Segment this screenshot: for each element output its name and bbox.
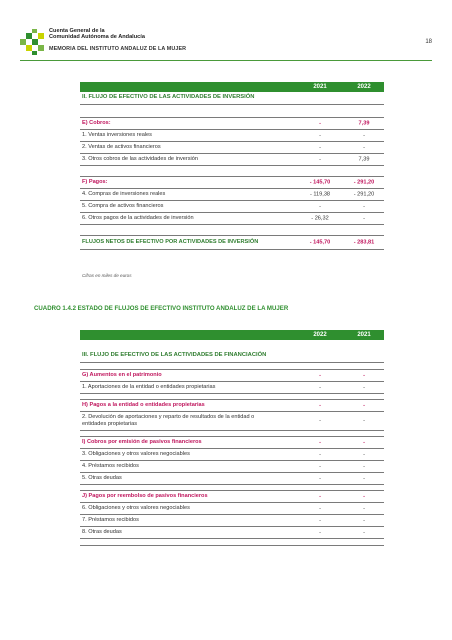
cuadro-title: CUADRO 1.4.2 ESTADO DE FLUJOS DE EFECTIVO INSTITUTO ANDALUZ DE LA MUJER	[34, 305, 289, 312]
spacer	[80, 166, 384, 177]
table-row	[80, 154, 384, 166]
row-label: 2. Devolución de aportaciones y reparto de resultados de la entidad o entidades propietarias	[82, 414, 255, 427]
table-row	[80, 412, 384, 431]
table-row	[80, 142, 384, 154]
table-row	[80, 437, 384, 449]
row-value-2: 7,39	[358, 120, 370, 126]
total-value-1: - 145,70	[309, 239, 331, 245]
spacer	[80, 539, 384, 546]
row-value-2: -	[363, 372, 365, 378]
section-title: III. FLUJO DE EFECTIVO DE LAS ACTIVIDADES DE FINANCIACIÓN	[80, 350, 384, 363]
row-value-2: -	[363, 451, 365, 457]
row-value-2: -	[363, 475, 365, 481]
page-header	[20, 27, 432, 57]
row-label: 1. Aportaciones de la entidad o entidades propietarias	[82, 384, 216, 390]
row-value-2: -	[363, 132, 365, 138]
table-row	[80, 177, 384, 189]
total-value-2: - 283,81	[353, 239, 375, 245]
row-value-2: -	[363, 463, 365, 469]
row-label: 2. Ventas de activos financieros	[82, 144, 161, 150]
row-label: 8. Otras deudas	[82, 529, 122, 535]
table-header	[80, 330, 384, 340]
table-row	[80, 503, 384, 515]
row-label: 1. Ventas inversiones reales	[82, 132, 152, 138]
row-label: 6. Otros pagos de la actividades de inversión	[82, 215, 194, 221]
spacer	[80, 363, 384, 370]
total-label: FLUJOS NETOS DE EFECTIVO POR ACTIVIDADES DE INVERSIÓN	[82, 239, 259, 245]
table-row	[80, 491, 384, 503]
row-value-1: -	[319, 120, 321, 126]
row-value-1: -	[319, 402, 321, 408]
investment-flows-table	[80, 82, 384, 250]
row-value-2: -	[363, 529, 365, 535]
row-label: 7. Préstamos recibidos	[82, 517, 139, 523]
header-title-line1: Cuenta General de la	[49, 28, 105, 34]
row-value-1: -	[319, 463, 321, 469]
table-row	[80, 130, 384, 142]
table-row	[80, 189, 384, 201]
row-value-1: -	[319, 144, 321, 150]
row-value-1: -	[319, 529, 321, 535]
row-value-1: -	[319, 384, 321, 390]
row-value-2: -	[363, 417, 365, 424]
total-row	[80, 236, 384, 250]
row-label: 6. Obligaciones y otros valores negociables	[82, 505, 190, 511]
row-value-1: -	[319, 517, 321, 523]
row-value-2: -	[363, 384, 365, 390]
table-row	[80, 527, 384, 539]
spacer	[80, 225, 384, 236]
row-value-1: - 119,38	[309, 191, 331, 197]
header-divider	[20, 60, 432, 61]
table-row	[80, 370, 384, 382]
row-value-2: -	[363, 439, 365, 445]
financing-flows-table	[80, 330, 384, 546]
row-label: 5. Otras deudas	[82, 475, 122, 481]
section-title: II. FLUJO DE EFECTIVO DE LAS ACTIVIDADES DE INVERSIÓN	[80, 92, 384, 105]
row-value-1: - 26,32	[311, 215, 329, 221]
row-value-2: -	[363, 215, 365, 221]
table-row	[80, 118, 384, 130]
row-value-2: - 291,20	[353, 179, 375, 185]
column-header-2: 2021	[357, 332, 371, 338]
row-value-2: -	[363, 203, 365, 209]
row-label: H) Pagos a la entidad o entidades propietarias	[82, 402, 205, 408]
row-label: 4. Préstamos recibidos	[82, 463, 139, 469]
row-label: F) Pagos:	[82, 179, 108, 185]
row-value-1: - 145,70	[309, 179, 331, 185]
row-value-2: - 291,20	[353, 191, 375, 197]
row-value-1: -	[319, 505, 321, 511]
row-label: 3. Obligaciones y otros valores negociables	[82, 451, 190, 457]
row-value-1: -	[319, 439, 321, 445]
table-row	[80, 382, 384, 394]
units-note: Cifras en miles de euros	[82, 273, 132, 278]
row-label: I) Cobros por emisión de pasivos financieros	[82, 439, 202, 445]
row-label: G) Aumentos en el patrimonio	[82, 372, 162, 378]
row-value-1: -	[319, 475, 321, 481]
row-value-1: -	[319, 493, 321, 499]
junta-andalucia-logo-icon	[20, 29, 46, 55]
row-label: 5. Compra de activos financieros	[82, 203, 164, 209]
row-value-1: -	[319, 417, 321, 424]
row-value-2: 7,39	[358, 156, 370, 162]
row-label: E) Cobros:	[82, 120, 111, 126]
row-value-2: -	[363, 517, 365, 523]
row-value-1: -	[319, 203, 321, 209]
row-value-2: -	[363, 402, 365, 408]
row-value-2: -	[363, 505, 365, 511]
page-number: 18	[425, 39, 432, 45]
row-value-1: -	[319, 156, 321, 162]
row-value-2: -	[363, 493, 365, 499]
table-row	[80, 449, 384, 461]
row-value-2: -	[363, 144, 365, 150]
row-value-1: -	[319, 132, 321, 138]
row-value-1: -	[319, 372, 321, 378]
header-subtitle: MEMORIA DEL INSTITUTO ANDALUZ DE LA MUJER	[49, 46, 187, 52]
header-title-line2: Comunidad Autónoma de Andalucía	[49, 34, 145, 40]
table-header	[80, 82, 384, 92]
row-value-1: -	[319, 451, 321, 457]
table-row	[80, 515, 384, 527]
table-row	[80, 201, 384, 213]
spacer	[80, 105, 384, 118]
column-header-2: 2022	[357, 84, 371, 90]
table-row	[80, 400, 384, 412]
table-row	[80, 461, 384, 473]
row-label: 3. Otros cobros de las actividades de inversión	[82, 156, 198, 162]
row-label: 4. Compras de inversiones reales	[82, 191, 166, 197]
table-row	[80, 213, 384, 225]
column-header-1: 2022	[313, 332, 327, 338]
row-label: J) Pagos por reembolso de pasivos financieros	[82, 493, 208, 499]
spacer	[80, 340, 384, 350]
column-header-1: 2021	[313, 84, 327, 90]
table-row	[80, 473, 384, 485]
